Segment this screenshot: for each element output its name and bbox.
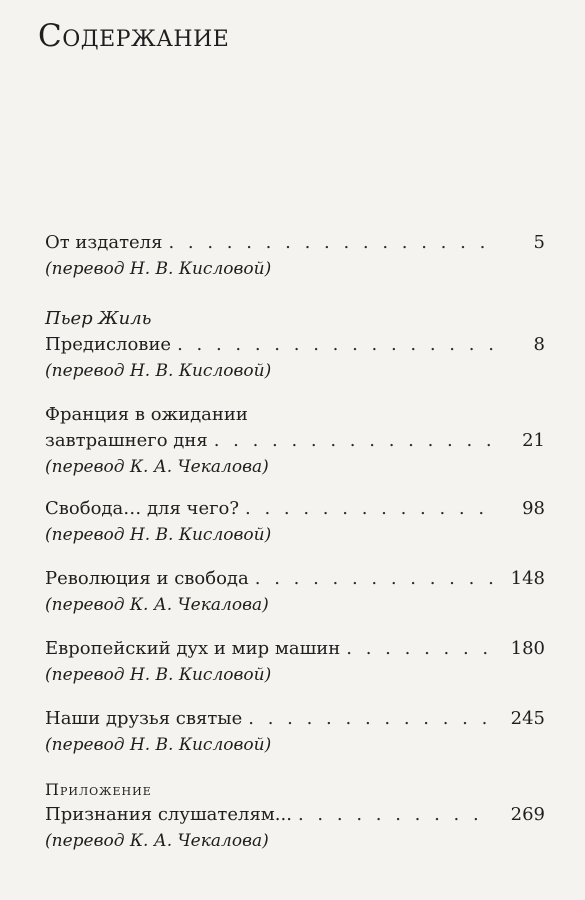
toc-entry	[45, 566, 545, 618]
dot-leader	[346, 636, 492, 662]
dot-leader	[177, 332, 499, 358]
toc-page-number: 148	[510, 568, 545, 589]
toc-entry	[45, 306, 545, 384]
toc-entry-title: Свобода… для чего?	[45, 498, 240, 519]
toc-appendix	[45, 778, 545, 854]
dot-leader	[214, 428, 499, 454]
toc-page-number: 269	[510, 804, 545, 825]
toc-title-row[interactable]	[45, 332, 545, 358]
toc-entry-title: завтрашнего дня	[45, 430, 208, 451]
toc-entry	[45, 402, 545, 480]
toc-page-number: 245	[510, 708, 545, 729]
toc-entry	[45, 706, 545, 758]
toc-entry	[45, 636, 545, 688]
dot-leader	[168, 230, 499, 256]
page-title: Содержание	[38, 18, 230, 54]
toc-title-row[interactable]	[45, 636, 545, 662]
toc-title-row[interactable]	[45, 230, 545, 256]
toc-entry-title: Наши друзья святые	[45, 708, 243, 729]
toc-entry	[45, 230, 545, 282]
appendix-label: Приложение	[45, 780, 152, 799]
dot-leader	[245, 496, 499, 522]
toc-translator: (перевод К. А. Чекалова)	[45, 457, 269, 477]
dot-leader	[248, 706, 492, 732]
toc-translator: (перевод Н. В. Кисловой)	[45, 735, 272, 755]
toc-page-number: 5	[533, 232, 545, 253]
toc-translator: (перевод Н. В. Кисловой)	[45, 665, 272, 685]
toc-title-row[interactable]	[45, 566, 545, 592]
toc-entry-title-line1: Франция в ожидании	[45, 404, 248, 425]
toc-title-row[interactable]	[45, 496, 545, 522]
toc-title-row[interactable]	[45, 428, 545, 454]
toc-entry-title: От издателя	[45, 232, 163, 253]
toc-page-number: 98	[522, 498, 545, 519]
toc-entry	[45, 496, 545, 548]
toc-title-row[interactable]	[45, 802, 545, 828]
toc-page-number: 8	[533, 334, 545, 355]
dot-leader	[255, 566, 493, 592]
toc-page-number: 180	[510, 638, 545, 659]
toc-translator: (перевод Н. В. Кисловой)	[45, 259, 272, 279]
toc-entry-title: Европейский дух и мир машин	[45, 638, 341, 659]
dot-leader	[298, 802, 493, 828]
toc-entry-title: Признания слушателям...	[45, 804, 292, 825]
toc-entry-title: Предисловие	[45, 334, 172, 355]
toc-translator: (перевод К. А. Чекалова)	[45, 595, 269, 615]
toc-entry-author: Пьер Жиль	[45, 308, 152, 329]
toc-title-row[interactable]	[45, 706, 545, 732]
toc-page-number: 21	[522, 430, 545, 451]
toc-translator: (перевод К. А. Чекалова)	[45, 831, 269, 851]
toc-entry-title: Революция и свобода	[45, 568, 249, 589]
toc-translator: (перевод Н. В. Кисловой)	[45, 525, 272, 545]
toc-translator: (перевод Н. В. Кисловой)	[45, 361, 272, 381]
